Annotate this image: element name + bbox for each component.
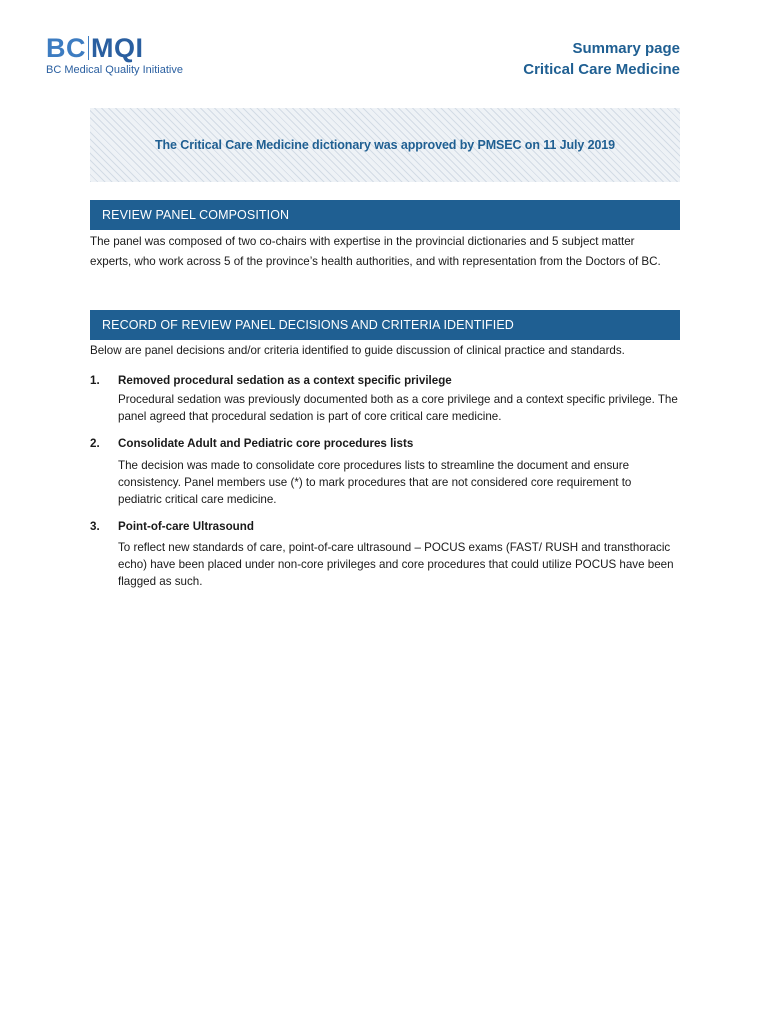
title-line-specialty: Critical Care Medicine: [523, 61, 680, 78]
bcmqi-logo: [46, 34, 206, 76]
item-description: To reflect new standards of care, point-of-care ultrasound – POCUS exams (FAST/ RUSH and transthoracic echo) have been placed under non-core privileges and core procedures that could utilize POCUS have been flagged as such.: [118, 541, 674, 588]
item-title: Consolidate Adult and Pediatric core procedures lists: [118, 437, 414, 450]
logo-divider: [88, 36, 89, 60]
page-title: [523, 38, 680, 80]
item-number: 2.: [90, 437, 100, 450]
logo-bc: BC: [46, 33, 86, 63]
logo-subtitle: BC Medical Quality Initiative: [46, 64, 183, 76]
item-title: Removed procedural sedation as a context specific privilege: [118, 374, 452, 387]
item-description: The decision was made to consolidate core procedures lists to streamline the document and ensure consistency. Panel members use (*) to mark procedures that are not considered core requirement to pediatric critical care medicine.: [118, 459, 632, 506]
section-heading-review-panel: REVIEW PANEL COMPOSITION: [90, 200, 680, 230]
approval-banner: [90, 108, 680, 182]
record-intro-paragraph: Below are panel decisions and/or criteria identified to guide discussion of clinical practice and standards.: [90, 344, 625, 357]
review-panel-paragraph: The panel was composed of two co-chairs with expertise in the provincial dictionaries and 5 subject matter experts, who work across 5 of the province’s health authorities, and with representation from the Doctors of BC.: [90, 235, 661, 268]
approval-text: The Critical Care Medicine dictionary was approved by PMSEC on 11 July 2019: [154, 138, 616, 152]
item-number: 3.: [90, 520, 100, 533]
item-description: Procedural sedation was previously documented both as a core privilege and a context specific privilege. The panel agreed that procedural sedation is part of core critical care medicine.: [118, 393, 678, 423]
logo-mark: [46, 34, 206, 62]
section-heading-record: RECORD OF REVIEW PANEL DECISIONS AND CRITERIA IDENTIFIED: [90, 310, 680, 340]
title-line-summary: Summary page: [572, 40, 680, 57]
logo-mqi: MQI: [91, 33, 144, 63]
item-title: Point-of-care Ultrasound: [118, 520, 254, 533]
item-number: 1.: [90, 374, 100, 387]
